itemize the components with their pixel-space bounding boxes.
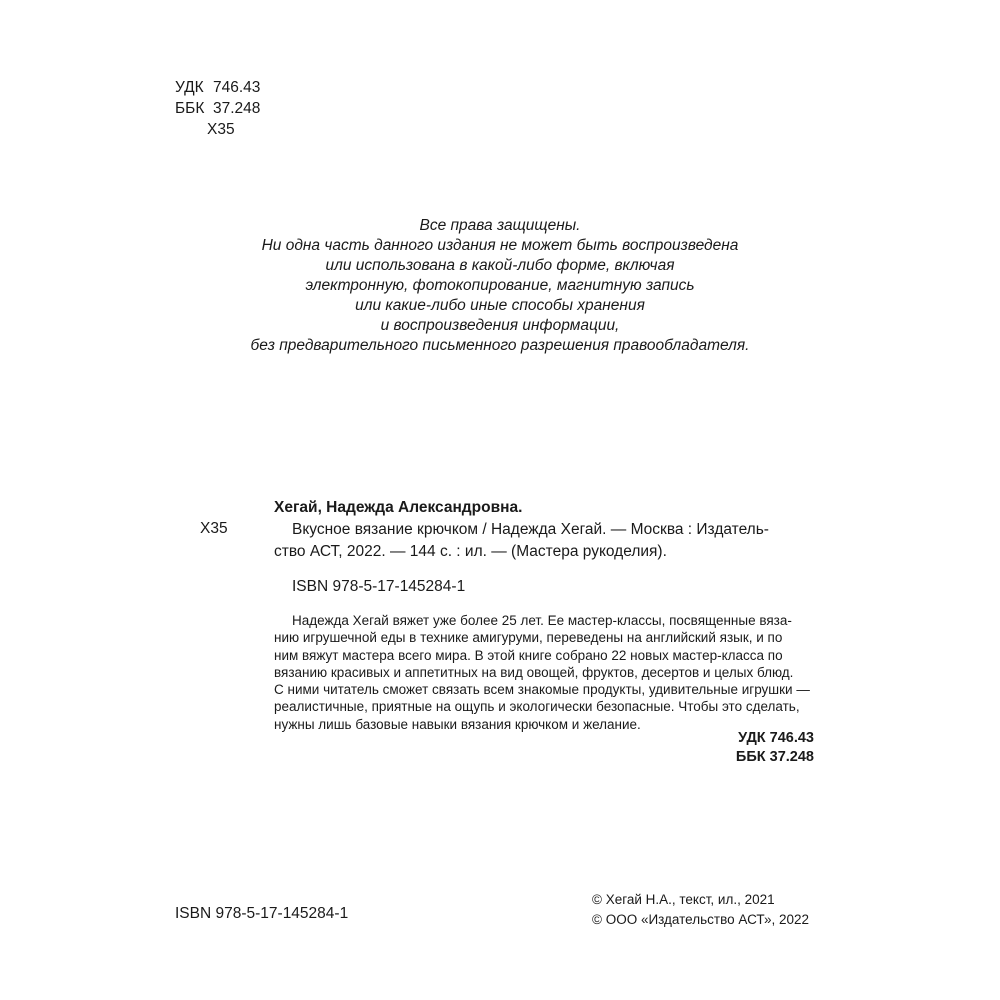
rights-line: Ни одна часть данного издания не может быть воспроизведена: [261, 237, 739, 254]
catalog-description-line: ство АСТ, 2022. — 144 с. : ил. — (Мастера рукоделия).: [274, 543, 667, 560]
catalog-author: Хегай, Надежда Александровна.: [274, 499, 523, 516]
rights-line: или использована в какой-либо форме, включая: [325, 257, 675, 274]
catalog-isbn: ISBN 978-5-17-145284-1: [292, 578, 466, 595]
annotation-line: вязанию красивых и аппетитных на вид овощей, фруктов, десертов и целых блюд.: [274, 664, 794, 680]
annotation-line: Надежда Хегай вяжет уже более 25 лет. Ее мастер-классы, посвященные вяза-: [292, 613, 792, 628]
annotation-line: нию игрушечной еды в технике амигуруми, переведены на английский язык, и по: [274, 630, 783, 646]
catalog-author-mark: Х35: [200, 520, 228, 537]
rights-line: без предварительного письменного разрешения правообладателя.: [250, 337, 750, 354]
rights-line: электронную, фотокопирование, магнитную запись: [305, 277, 695, 294]
catalog-record: [274, 497, 824, 563]
top-classification: [175, 77, 260, 140]
rights-line: и воспроизведения информации,: [380, 317, 620, 334]
annotation-line: ним вяжут мастера всего мира. В этой книге собрано 22 новых мастер-класса по: [274, 647, 783, 663]
author-mark-row: [175, 119, 260, 140]
author-mark-top: Х35: [207, 121, 235, 138]
copyright-line: © ООО «Издательство АСТ», 2022: [592, 912, 810, 927]
copyright-block: [592, 890, 809, 930]
bottom-udk: УДК 746.43: [738, 730, 814, 746]
rights-notice: [200, 216, 800, 356]
annotation-line: нужны лишь базовые навыки вязания крючком и желание.: [274, 716, 641, 732]
bbk-value: 37.248: [213, 100, 261, 117]
annotation-line: реалистичные, приятные на ощупь и экологически безопасные. Чтобы это сделать,: [274, 699, 800, 715]
footer-isbn: ISBN 978-5-17-145284-1: [175, 905, 349, 922]
annotation-line: С ними читатель сможет связать всем знакомые продукты, удивительные игрушки —: [274, 682, 810, 698]
bbk-label: ББК: [175, 100, 205, 117]
udk-row: [175, 77, 260, 98]
annotation: [274, 612, 834, 733]
udk-label: УДК: [175, 79, 204, 96]
udk-value: 746.43: [213, 79, 261, 96]
bbk-row: [175, 98, 260, 119]
bottom-bbk: ББК 37.248: [735, 749, 814, 765]
rights-line: или какие-либо иные способы хранения: [355, 297, 645, 314]
copyright-line: © Хегай Н.А., текст, ил., 2021: [592, 892, 775, 907]
rights-line: Все права защищены.: [419, 217, 581, 234]
catalog-description-line: Вкусное вязание крючком / Надежда Хегай. — Москва : Издатель-: [292, 521, 769, 538]
bottom-classification: [736, 729, 814, 767]
